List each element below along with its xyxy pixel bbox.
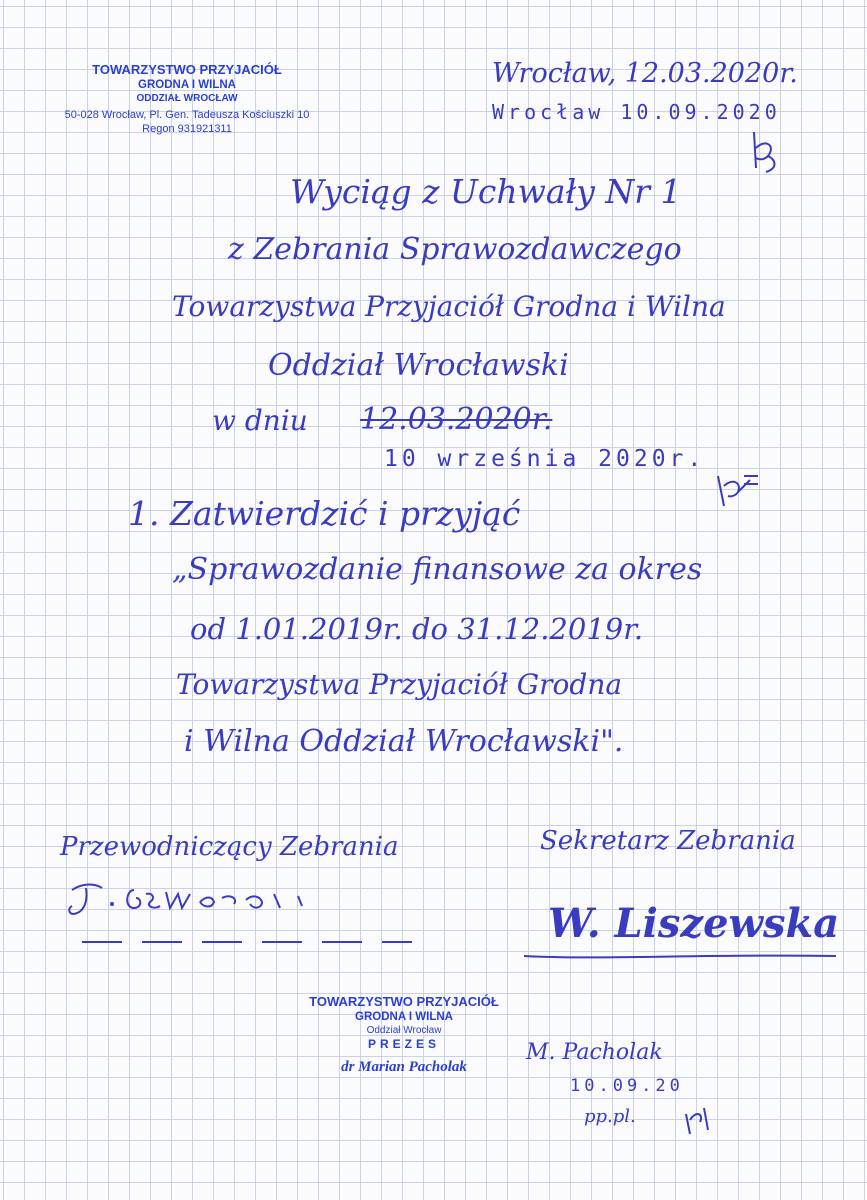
resolution-line-2: „Sprawozdanie finansowe za okres bbox=[172, 552, 703, 587]
stamp-org-name: TOWARZYSTWO PRZYJACIÓŁ bbox=[92, 62, 282, 77]
initials-mark-2 bbox=[714, 472, 762, 512]
secretary-underline bbox=[520, 950, 840, 962]
header-stamp bbox=[48, 62, 326, 137]
resolution-line-4: Towarzystwa Przyjaciół Grodna bbox=[176, 668, 623, 701]
initials-mark-1 bbox=[746, 128, 786, 178]
stamp-branch: Oddział Wrocław bbox=[366, 1024, 442, 1036]
title-line-2: z Zebrania Sprawozdawczego bbox=[228, 232, 682, 267]
secretary-signature: W. Liszewska bbox=[548, 900, 840, 947]
resolution-line-1: 1. Zatwierdzić i przyjąć bbox=[128, 494, 521, 533]
stamp-regon: Regon 931921311 bbox=[142, 122, 232, 135]
chair-signature bbox=[62, 872, 422, 952]
stamp-org-name: TOWARZYSTWO PRZYJACIÓŁ bbox=[309, 994, 499, 1009]
stamp-org-name-2: GRODNA I WILNA bbox=[138, 79, 236, 92]
secretary-label: Sekretarz Zebrania bbox=[540, 826, 796, 856]
meeting-date-correction: 10 września 2020r. bbox=[384, 446, 706, 472]
stamp-org-name-2: GRODNA I WILNA bbox=[355, 1011, 453, 1024]
chair-label: Przewodniczący Zebrania bbox=[60, 832, 399, 862]
meeting-date-struck: 12.03.2020r. bbox=[360, 402, 553, 437]
stamp-president-name: dr Marian Pacholak bbox=[341, 1059, 467, 1076]
title-line-4: Oddział Wrocławski bbox=[268, 348, 569, 383]
stamp-role: PREZES bbox=[367, 1037, 440, 1052]
title-line-1: Wyciąg z Uchwały Nr 1 bbox=[290, 172, 682, 211]
initials-mark-3 bbox=[680, 1100, 720, 1140]
title-line-3: Towarzystwa Przyjaciół Grodna i Wilna bbox=[172, 290, 726, 323]
stamp-address: 50-028 Wrocław, Pl. Gen. Tadeusza Kościuszki 10 bbox=[64, 109, 310, 122]
resolution-line-5: i Wilna Oddział Wrocławski". bbox=[184, 724, 624, 759]
document-date-correction: Wrocław 10.09.2020 bbox=[492, 100, 781, 124]
president-stamp bbox=[282, 994, 526, 1077]
resolution-line-3: od 1.01.2019r. do 31.12.2019r. bbox=[190, 612, 644, 646]
signature-note: pp.pl. bbox=[584, 1106, 636, 1127]
president-signature: M. Pacholak bbox=[526, 1040, 663, 1065]
signature-date: 10.09.20 bbox=[570, 1076, 684, 1096]
stamp-branch: ODDZIAŁ WROCŁAW bbox=[136, 92, 238, 104]
document-date: Wrocław, 12.03.2020r. bbox=[492, 58, 798, 89]
meeting-date-prefix: w dniu bbox=[212, 404, 308, 437]
